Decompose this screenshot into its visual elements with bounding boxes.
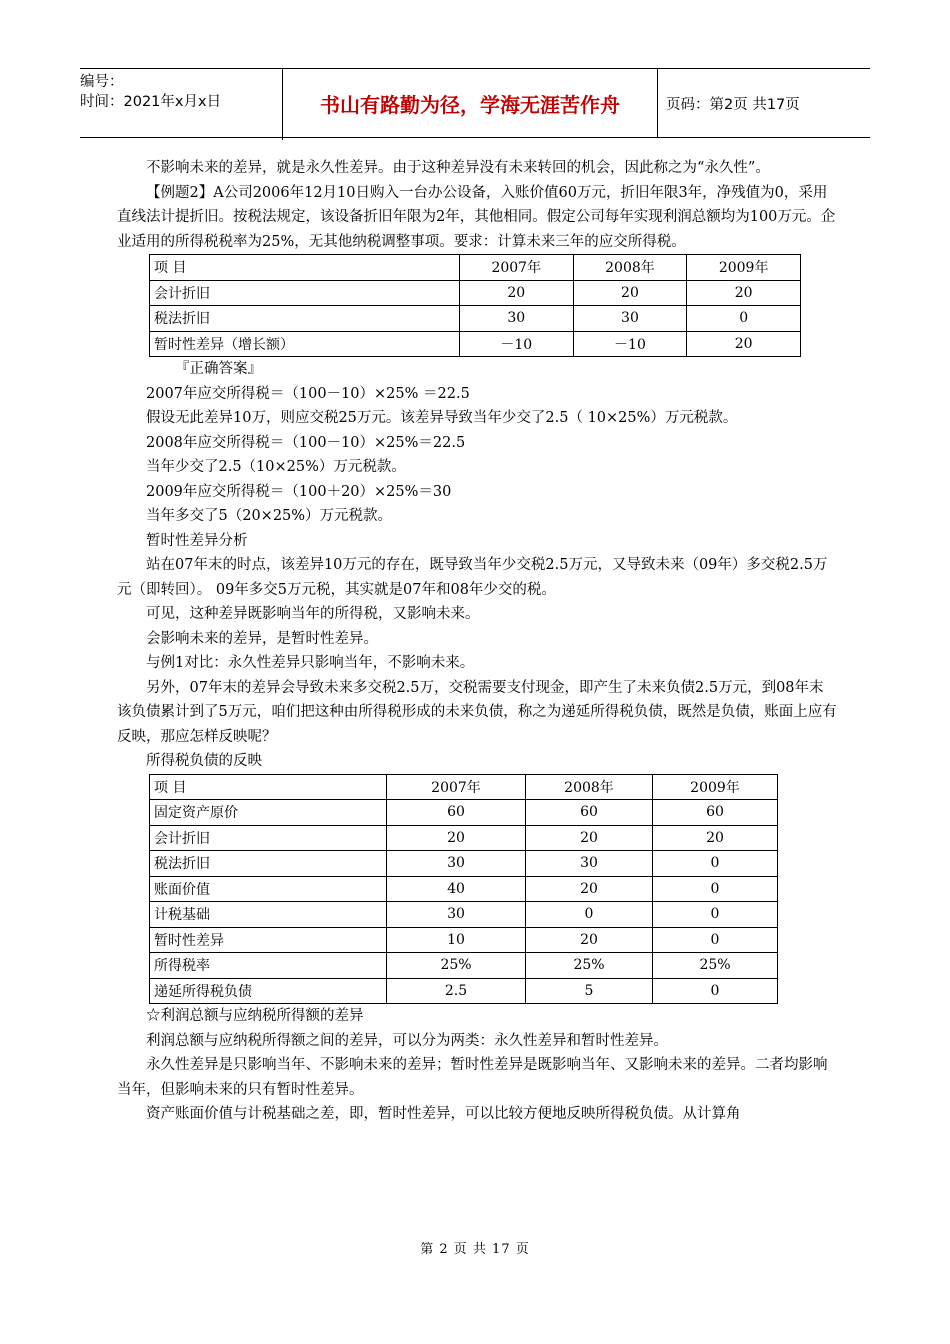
table-cell: 60 <box>653 800 778 826</box>
table-cell: 暂时性差异 <box>150 927 387 953</box>
answer-line: 2007年应交所得税＝（100－10）×25% ＝22.5 <box>146 385 470 402</box>
table-row <box>150 876 778 902</box>
table-cell: 10 <box>387 927 526 953</box>
table-cell: 20 <box>526 927 653 953</box>
section-heading: 所得税负债的反映 <box>146 753 262 769</box>
table-row <box>150 902 778 928</box>
table-cell: 0 <box>653 851 778 877</box>
table-row <box>150 800 778 826</box>
answer-heading: 『正确答案』 <box>175 361 262 377</box>
table-cell: 25% <box>653 953 778 979</box>
paragraph: 不影响未来的差异，就是永久性差异。由于这种差异没有未来转回的机会，因此称之为“永久性”。 <box>146 160 770 176</box>
answer-line: 2009年应交所得税＝（100＋20）×25%＝30 <box>146 483 452 500</box>
table-cell: 0 <box>687 306 801 332</box>
table-cell: 2.5 <box>387 978 526 1004</box>
header-page-info: 页码：第2页 共17页 <box>666 96 800 113</box>
table-row <box>150 825 778 851</box>
table-cell: 会计折旧 <box>150 280 460 306</box>
header-meta <box>80 69 283 140</box>
paragraph: 可见，这种差异既影响当年的所得税，又影响未来。 <box>146 606 480 622</box>
table-cell: 5 <box>526 978 653 1004</box>
table-row <box>150 927 778 953</box>
table-cell: 20 <box>387 825 526 851</box>
time-label: 时间：2021年x月x日 <box>80 94 222 110</box>
table-header-cell: 2008年 <box>526 774 653 800</box>
section-heading: ☆利润总额与应纳税所得额的差异 <box>146 1008 364 1024</box>
paragraph: 另外，07年末的差异会导致未来多交税2.5万，交税需要支付现金，即产生了未来负债2.5万元，到08年末该负债累计到了5万元，咱们把这种由所得税形成的未来负债，称之为递延所得税负债，既然是负债，账面上应有反映，那应怎样反映呢？ <box>117 679 837 745</box>
table-cell: 20 <box>459 280 573 306</box>
table-header-cell: 2009年 <box>687 255 801 281</box>
table-cell: 税法折旧 <box>150 851 387 877</box>
table-header-cell: 2009年 <box>653 774 778 800</box>
paragraph: 【例题2】A公司2006年12月10日购入一台办公设备，入账价值60万元，折旧年限3年，净残值为0，采用直线法计提折旧。按税法规定，该设备折旧年限为2年，其他相同。假定公司每年实现利润总额均为100万元。企业适用的所得税税率为25%，无其他纳税调整事项。要求：计算未来三年的应交所得税。 <box>117 184 836 250</box>
answer-line: 当年少交了2.5（10×25%）万元税款。 <box>146 459 406 475</box>
table-cell: 30 <box>387 851 526 877</box>
paragraph: 永久性差异是只影响当年、不影响未来的差异；暂时性差异是既影响当年、又影响未来的差异。二者均影响当年，但影响未来的只有暂时性差异。 <box>117 1057 828 1098</box>
answer-line: 假设无此差异10万，则应交税25万元。该差异导致当年少交了2.5（ 10×25%）万元税款。 <box>146 410 738 426</box>
table-header-cell: 2008年 <box>573 255 687 281</box>
table-cell: 所得税率 <box>150 953 387 979</box>
table-cell: 0 <box>526 902 653 928</box>
table-cell: 0 <box>653 927 778 953</box>
table-cell: 固定资产原价 <box>150 800 387 826</box>
table-cell: －10 <box>459 331 573 357</box>
table-cell: 递延所得税负债 <box>150 978 387 1004</box>
table-header-row <box>150 774 778 800</box>
table-cell: 0 <box>653 978 778 1004</box>
table-header-cell: 2007年 <box>387 774 526 800</box>
paragraph: 会影响未来的差异，是暂时性差异。 <box>146 630 378 647</box>
table-cell: 计税基础 <box>150 902 387 928</box>
table-row <box>150 978 778 1004</box>
table-cell: 60 <box>526 800 653 826</box>
table-cell: 20 <box>653 825 778 851</box>
table-cell: 40 <box>387 876 526 902</box>
table-cell: 0 <box>653 876 778 902</box>
page-header <box>80 68 870 138</box>
table-cell: 会计折旧 <box>150 825 387 851</box>
table-row <box>150 851 778 877</box>
paragraph: 资产账面价值与计税基础之差，即，暂时性差异，可以比较方便地反映所得税负债。从计算角 <box>146 1106 741 1122</box>
page-footer: 第 2 页 共 17 页 <box>420 1242 530 1257</box>
table-cell: 20 <box>687 331 801 357</box>
table-cell: 30 <box>459 306 573 332</box>
table-cell: 20 <box>573 280 687 306</box>
table-cell: 税法折旧 <box>150 306 460 332</box>
table-cell: 30 <box>573 306 687 332</box>
paragraph: 利润总额与应纳税所得额之间的差异，可以分为两类：永久性差异和暂时性差异。 <box>146 1032 668 1049</box>
section-heading: 暂时性差异分析 <box>146 532 248 549</box>
table-cell: 20 <box>526 876 653 902</box>
header-motto: 书山有路勤为径，学海无涯苦作舟 <box>283 69 658 137</box>
table-row <box>150 331 801 357</box>
table-cell: 0 <box>653 902 778 928</box>
table-cell: 25% <box>387 953 526 979</box>
answer-line: 当年多交了5（20×25%）万元税款。 <box>146 508 393 524</box>
table-header-cell: 项 目 <box>150 774 387 800</box>
table-row <box>150 306 801 332</box>
table-cell: 30 <box>526 851 653 877</box>
table-row <box>150 953 778 979</box>
table-row <box>150 280 801 306</box>
table-cell: 暂时性差异（增长额） <box>150 331 460 357</box>
number-label: 编号： <box>80 74 124 90</box>
table-cell: 20 <box>687 280 801 306</box>
table-cell: 20 <box>526 825 653 851</box>
depreciation-table <box>149 254 801 357</box>
paragraph: 站在07年末的时点，该差异10万元的存在，既导致当年少交税2.5万元，又导致未来（09年）多交税2.5万元（即转回）。 09年多交5万元税，其实就是07年和08年少交的税。 <box>117 557 828 598</box>
tax-liability-table <box>149 774 778 1005</box>
table-header-cell: 项 目 <box>150 255 460 281</box>
document-body <box>117 156 837 1127</box>
table-cell: 30 <box>387 902 526 928</box>
paragraph: 与例1对比：永久性差异只影响当年，不影响未来。 <box>146 655 475 671</box>
table-cell: 账面价值 <box>150 876 387 902</box>
table-cell: 25% <box>526 953 653 979</box>
table-cell: －10 <box>573 331 687 357</box>
table-header-row <box>150 255 801 281</box>
table-cell: 60 <box>387 800 526 826</box>
answer-line: 2008年应交所得税＝（100－10）×25%＝22.5 <box>146 434 466 451</box>
table-header-cell: 2007年 <box>459 255 573 281</box>
